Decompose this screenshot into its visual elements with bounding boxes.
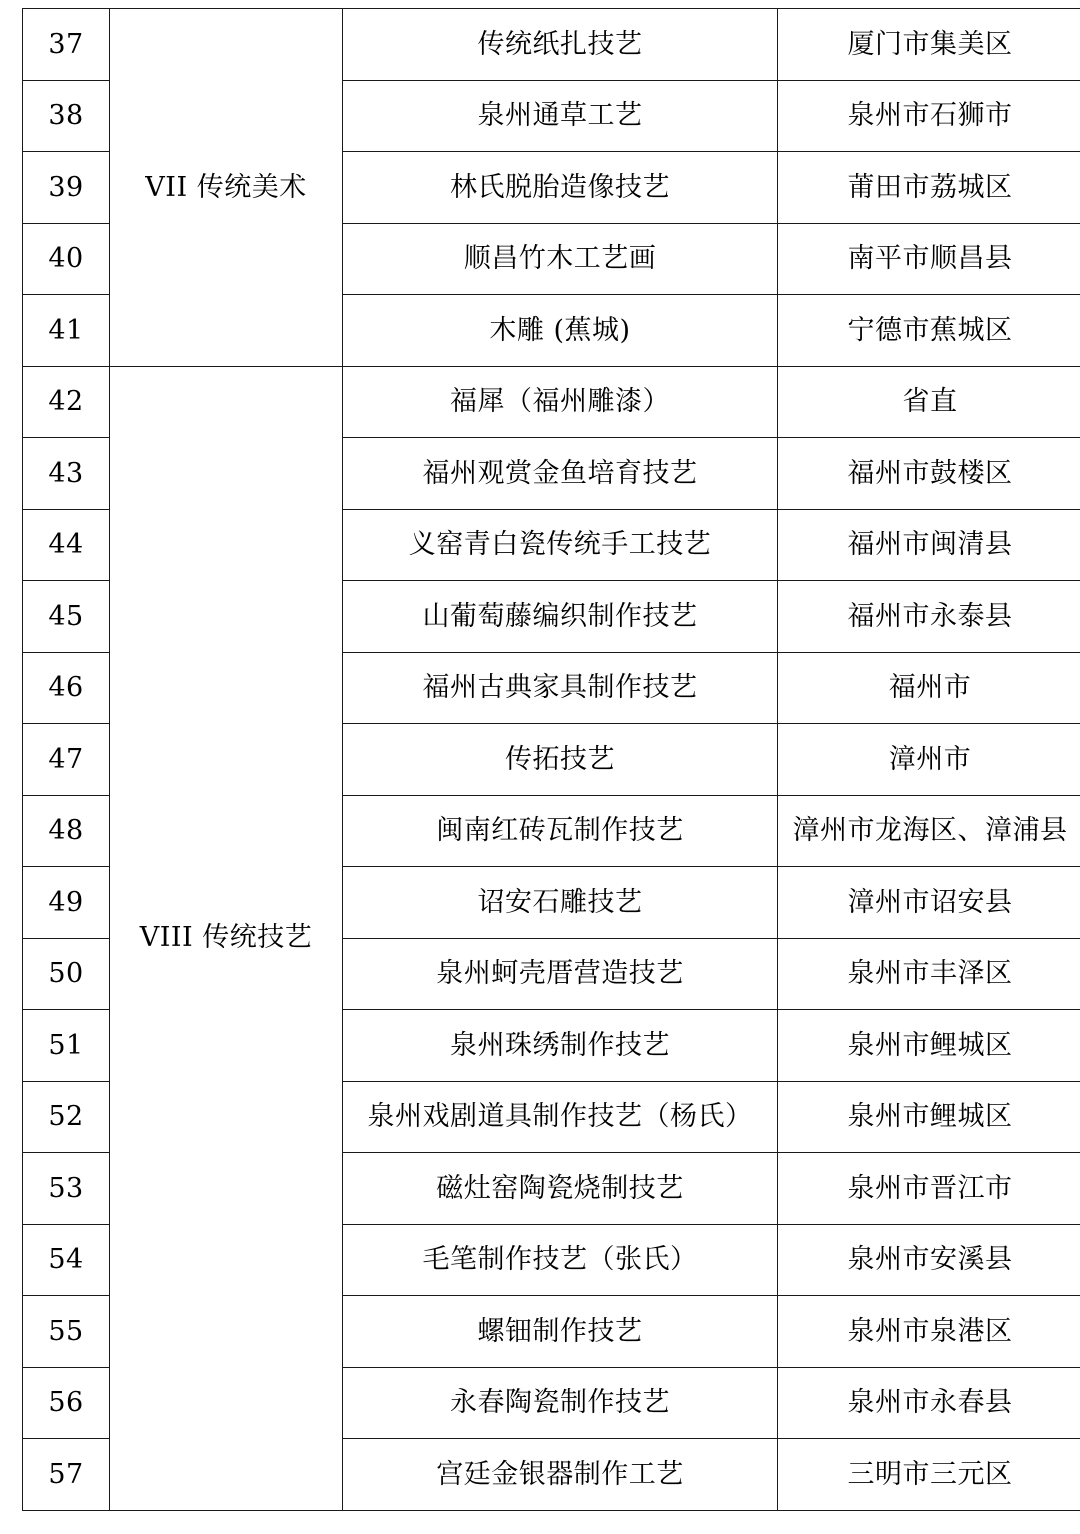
row-number: 41	[23, 295, 110, 367]
item-name: 传统纸扎技艺	[343, 9, 778, 81]
row-number: 40	[23, 223, 110, 295]
item-name: 螺钿制作技艺	[343, 1296, 778, 1368]
row-number: 43	[23, 438, 110, 510]
row-number: 49	[23, 867, 110, 939]
item-name: 泉州戏剧道具制作技艺（杨氏）	[343, 1081, 778, 1153]
item-name: 木雕 (蕉城)	[343, 295, 778, 367]
item-name: 闽南红砖瓦制作技艺	[343, 795, 778, 867]
category-cell	[110, 9, 343, 367]
item-region: 泉州市石狮市	[778, 80, 1080, 152]
item-region: 泉州市鲤城区	[778, 1081, 1080, 1153]
table-row	[23, 366, 1080, 438]
row-number: 50	[23, 938, 110, 1010]
item-name: 诏安石雕技艺	[343, 867, 778, 939]
row-number: 44	[23, 509, 110, 581]
row-number: 51	[23, 1010, 110, 1082]
item-region: 泉州市永春县	[778, 1367, 1080, 1439]
row-number: 57	[23, 1439, 110, 1511]
heritage-items-table	[22, 8, 1080, 1511]
category-label: VIII 传统技艺	[139, 922, 313, 954]
row-number: 56	[23, 1367, 110, 1439]
row-number: 48	[23, 795, 110, 867]
row-number: 37	[23, 9, 110, 81]
category-label: VII 传统美术	[145, 171, 307, 203]
item-name: 泉州通草工艺	[343, 80, 778, 152]
item-name: 顺昌竹木工艺画	[343, 223, 778, 295]
item-region: 泉州市安溪县	[778, 1224, 1080, 1296]
item-name: 磁灶窑陶瓷烧制技艺	[343, 1153, 778, 1225]
item-name: 毛笔制作技艺（张氏）	[343, 1224, 778, 1296]
item-region: 泉州市鲤城区	[778, 1010, 1080, 1082]
row-number: 45	[23, 581, 110, 653]
item-name: 宫廷金银器制作工艺	[343, 1439, 778, 1511]
item-name: 山葡萄藤编织制作技艺	[343, 581, 778, 653]
row-number: 53	[23, 1153, 110, 1225]
item-name: 传拓技艺	[343, 724, 778, 796]
item-region: 漳州市诏安县	[778, 867, 1080, 939]
item-region: 厦门市集美区	[778, 9, 1080, 81]
item-name: 福州古典家具制作技艺	[343, 652, 778, 724]
row-number: 46	[23, 652, 110, 724]
row-number: 47	[23, 724, 110, 796]
item-name: 林氏脱胎造像技艺	[343, 152, 778, 224]
item-region: 福州市闽清县	[778, 509, 1080, 581]
item-region: 省直	[778, 366, 1080, 438]
item-region: 三明市三元区	[778, 1439, 1080, 1511]
item-region: 南平市顺昌县	[778, 223, 1080, 295]
row-number: 42	[23, 366, 110, 438]
row-number: 38	[23, 80, 110, 152]
item-name: 福犀（福州雕漆）	[343, 366, 778, 438]
table-row	[23, 9, 1080, 81]
row-number: 54	[23, 1224, 110, 1296]
item-name: 永春陶瓷制作技艺	[343, 1367, 778, 1439]
item-region: 福州市永泰县	[778, 581, 1080, 653]
row-number: 39	[23, 152, 110, 224]
item-region: 泉州市泉港区	[778, 1296, 1080, 1368]
table-body	[23, 9, 1080, 1511]
category-cell	[110, 366, 343, 1510]
item-region: 泉州市晋江市	[778, 1153, 1080, 1225]
item-region: 莆田市荔城区	[778, 152, 1080, 224]
item-region: 福州市鼓楼区	[778, 438, 1080, 510]
row-number: 52	[23, 1081, 110, 1153]
item-name: 义窑青白瓷传统手工技艺	[343, 509, 778, 581]
item-name: 福州观赏金鱼培育技艺	[343, 438, 778, 510]
item-name: 泉州蚵壳厝营造技艺	[343, 938, 778, 1010]
item-region: 漳州市龙海区、漳浦县	[778, 795, 1080, 867]
item-region: 宁德市蕉城区	[778, 295, 1080, 367]
item-region: 泉州市丰泽区	[778, 938, 1080, 1010]
item-name: 泉州珠绣制作技艺	[343, 1010, 778, 1082]
item-region: 福州市	[778, 652, 1080, 724]
item-region: 漳州市	[778, 724, 1080, 796]
row-number: 55	[23, 1296, 110, 1368]
